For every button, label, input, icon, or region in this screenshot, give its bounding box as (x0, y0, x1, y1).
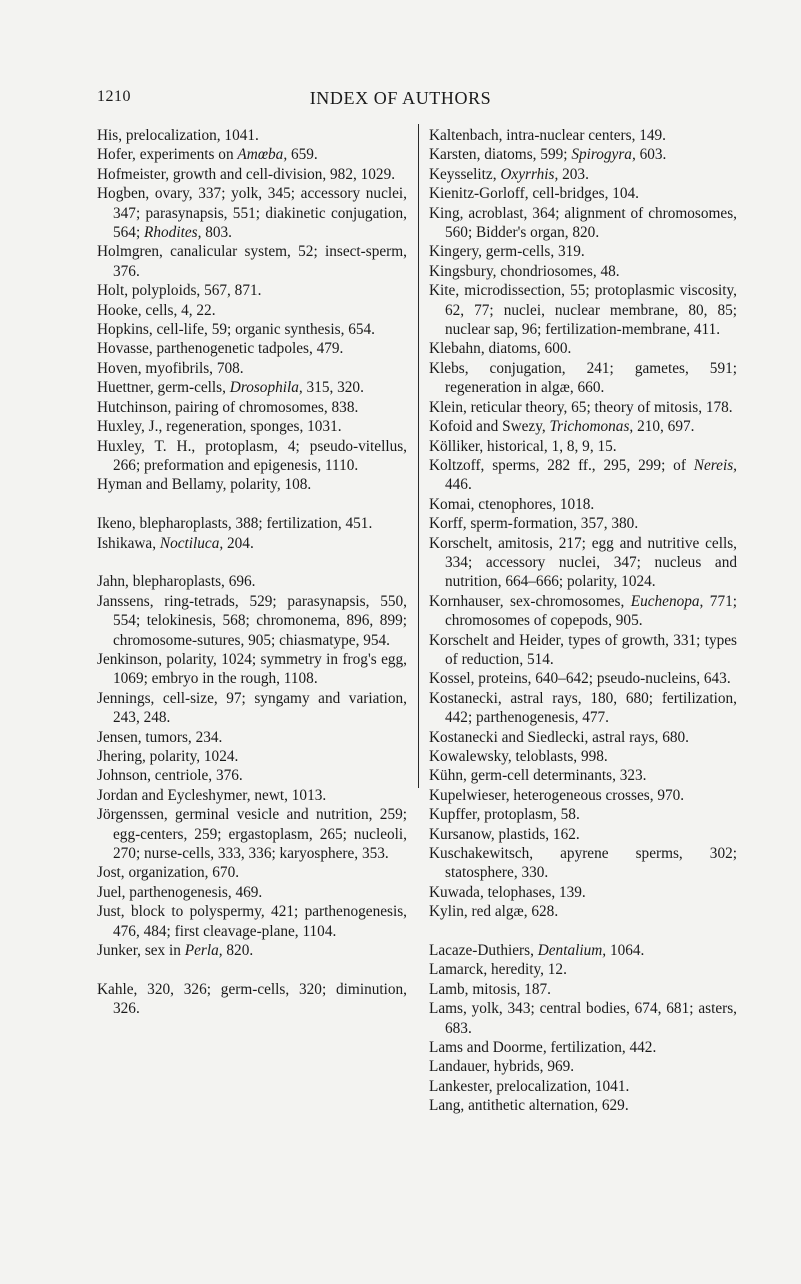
index-entry-text: Lang, antithetic alternation, 629. (429, 1097, 629, 1115)
index-entry-text: 210, 697. (633, 418, 695, 436)
index-entry (97, 281, 407, 300)
index-entry-text: Jensen, tumors, 234. (97, 728, 223, 746)
index-entry (97, 592, 407, 650)
index-entry (429, 747, 737, 766)
index-entry-text: 803. (201, 224, 232, 242)
index-entry-text: Lams, yolk, 343; central bodies, 674, 681; asters, 683. (429, 1000, 737, 1037)
index-entry (429, 1038, 737, 1057)
index-entry-text: Landauer, hybrids, 969. (429, 1058, 575, 1076)
index-entry-text: Hyman and Bellamy, polarity, 108. (97, 476, 312, 494)
index-entry (429, 417, 737, 436)
index-entry-text: Kornhauser, sex-chromosomes, (429, 592, 631, 610)
right-index-column (429, 126, 737, 1116)
index-entry (429, 281, 737, 339)
index-entry (429, 1096, 737, 1115)
index-entry (429, 728, 737, 747)
index-entry-text: Klein, reticular theory, 65; theory of mitosis, 178. (429, 398, 733, 416)
index-entry (429, 960, 737, 979)
index-entry (97, 747, 407, 766)
index-entry (429, 165, 737, 184)
index-entry-text: Klebs, conjugation, 241; gametes, 591; regeneration in algæ, 660. (429, 359, 737, 397)
index-entry (97, 359, 407, 378)
index-entry-italic-text: Euchenopa, (630, 592, 704, 610)
index-entry (97, 145, 407, 164)
index-entry-text: Jost, organization, 670. (97, 864, 240, 882)
index-entry-text: Hoven, myofibrils, 708. (97, 359, 244, 377)
index-entry (429, 456, 737, 495)
index-entry (97, 301, 407, 320)
index-entry-text: 204. (223, 534, 254, 552)
index-entry-text: Kostanecki and Siedlecki, astral rays, 680. (429, 728, 689, 746)
index-entry (429, 999, 737, 1038)
index-entry (429, 204, 737, 243)
index-entry-italic-text: Perla, (184, 942, 223, 960)
index-entry-text: Huxley, T. H., protoplasm, 4; pseudo-vitellus, 266; preformation and epigenesis, 1110. (97, 437, 407, 474)
index-entry-text: Korschelt, amitosis, 217; egg and nutritive cells, 334; accessory nuclei, 347; nucleus and nutrition, 664–666; polarity, 1024. (429, 534, 737, 591)
index-entry-text: Kofoid and Swezy, (429, 418, 550, 436)
index-entry (429, 883, 737, 902)
left-index-column (97, 126, 407, 1019)
index-entry-text: 820. (222, 942, 254, 960)
index-entry-text: Huxley, J., regeneration, sponges, 1031. (97, 418, 342, 436)
index-entry (429, 398, 737, 417)
index-entry-text: Ishikawa, (97, 534, 160, 552)
index-entry-italic-text: Rhodites, (144, 224, 202, 242)
index-entry-text: Jhering, polarity, 1024. (97, 747, 239, 765)
index-entry (429, 786, 737, 805)
index-entry (429, 339, 737, 358)
index-entry (97, 339, 407, 358)
index-entry-text: Johnson, centriole, 376. (97, 767, 243, 785)
index-entry-text: Junker, sex in (97, 942, 185, 960)
index-entry-text: Kölliker, historical, 1, 8, 9, 15. (429, 437, 617, 455)
index-entry-text: Holmgren, canalicular system, 52; insect-sperm, 376. (97, 243, 407, 280)
index-entry-italic-text: Nereis, (693, 456, 737, 474)
index-entry-text: 659. (287, 146, 318, 164)
index-entry-text: Jordan and Eycleshymer, newt, 1013. (97, 786, 327, 804)
index-entry-italic-text: Drosophila, (229, 379, 303, 397)
index-entry-text: Klebahn, diatoms, 600. (429, 340, 572, 358)
index-entry-text: Hofer, experiments on (97, 146, 238, 164)
index-entry-text: Hovasse, parthenogenetic tadpoles, 479. (97, 340, 344, 358)
index-entry-text: Kühn, germ-cell determinants, 323. (429, 767, 647, 785)
index-entry (97, 398, 407, 417)
index-entry-text: Kuwada, telophases, 139. (429, 883, 586, 901)
index-entry (429, 825, 737, 844)
index-entry (97, 126, 407, 145)
index-entry (429, 359, 737, 398)
index-entry (429, 242, 737, 261)
index-entry (429, 184, 737, 203)
index-entry-text: His, prelocalization, 1041. (97, 127, 259, 144)
index-entry (429, 631, 737, 670)
index-entry-text: Kursanow, plastids, 162. (429, 825, 580, 843)
index-entry (429, 126, 737, 145)
index-entry-text: Kingsbury, chondriosomes, 48. (429, 262, 620, 280)
index-entry (97, 378, 407, 397)
index-entry (429, 941, 737, 960)
index-entry-text: 203. (558, 165, 589, 183)
index-entry (97, 437, 407, 476)
index-entry-text: Huettner, germ-cells, (97, 379, 230, 397)
index-entry (97, 320, 407, 339)
index-entry-text: 771; chromosomes of copepods, 905. (445, 592, 737, 630)
index-entry-text: Lams and Doorme, fertilization, 442. (429, 1039, 657, 1057)
index-entry (97, 941, 407, 960)
index-entry (429, 844, 737, 883)
index-entry-text: Kostanecki, astral rays, 180, 680; fertilization, 442; parthenogenesis, 477. (429, 689, 737, 727)
index-entry (97, 184, 407, 242)
index-entry (97, 863, 407, 882)
index-entry (429, 669, 737, 688)
running-head: INDEX OF AUTHORS (309, 88, 492, 108)
index-entry-text: Ikeno, blepharoplasts, 388; fertilization, 451. (97, 515, 373, 533)
index-entry-italic-text: Dentalium, (537, 942, 607, 960)
index-entry-text: 603. (635, 146, 667, 164)
index-entry (97, 902, 407, 941)
index-entry (97, 514, 407, 533)
index-entry (429, 980, 737, 999)
index-entry (429, 1077, 737, 1096)
index-entry-text: Kienitz-Gorloff, cell-bridges, 104. (429, 185, 639, 203)
page-number: 1210 (97, 88, 131, 105)
index-entry-text: Kahle, 320, 326; germ-cells, 320; diminution, 326. (97, 980, 407, 1018)
index-entry-text: Kupelwieser, heterogeneous crosses, 970. (429, 786, 685, 804)
index-entry-text: Holt, polyploids, 567, 871. (97, 282, 262, 300)
index-entry (97, 475, 407, 494)
index-entry (97, 728, 407, 747)
index-entry-text: Hopkins, cell-life, 59; organic synthesis, 654. (97, 321, 375, 339)
index-entry-text: Lankester, prelocalization, 1041. (429, 1077, 630, 1095)
index-entry-text: 446. (445, 476, 472, 494)
index-entry-text: 315, 320. (302, 379, 364, 397)
index-entry-text: Komai, ctenophores, 1018. (429, 495, 595, 513)
index-entry-text: Jenkinson, polarity, 1024; symmetry in frog's egg, 1069; embryo in the rough, 1108. (97, 650, 407, 688)
index-entry-text: Jennings, cell-size, 97; syngamy and variation, 243, 248. (97, 689, 407, 727)
index-entry (429, 902, 737, 921)
index-entry-text: Keysselitz, (429, 165, 501, 183)
index-entry (97, 165, 407, 184)
index-entry-text: Kylin, red algæ, 628. (429, 903, 559, 921)
index-entry-text: Lacaze-Duthiers, (429, 942, 538, 960)
index-entry (429, 689, 737, 728)
index-entry-italic-text: Amœba, (237, 146, 288, 164)
index-entry (429, 437, 737, 456)
index-entry (429, 592, 737, 631)
index-entry-text: Jahn, blepharoplasts, 696. (97, 573, 256, 591)
index-entry (97, 766, 407, 785)
index-entry-text: Lamb, mitosis, 187. (429, 980, 551, 998)
index-entry (429, 766, 737, 785)
index-entry (429, 145, 737, 164)
index-entry-text: Kowalewsky, teloblasts, 998. (429, 748, 608, 765)
index-entry-text: Just, block to polyspermy, 421; parthenogenesis, 476, 484; first cleavage-plane, 1104. (97, 903, 407, 940)
index-entry (429, 1057, 737, 1076)
index-entry-text: Kupffer, protoplasm, 58. (429, 806, 580, 824)
index-entry-text: 1064. (606, 942, 645, 960)
index-entry-text: Hogben, ovary, 337; yolk, 345; accessory nuclei, 347; parasynapsis, 551; diakinetic conjugation, 564; (97, 185, 407, 242)
index-entry-text: Kossel, proteins, 640–642; pseudo-nucleins, 643. (429, 670, 731, 688)
index-entry-italic-text: Oxyrrhis, (500, 165, 559, 183)
index-entry-text: Janssens, ring-tetrads, 529; parasynapsis, 550, 554; telokinesis, 568; chromonema, 896, 899; chromosome-sutures, 905; chiasmatype, 954. (97, 592, 407, 649)
index-entry-text: Kingery, germ-cells, 319. (429, 243, 585, 261)
index-entry-text: Kaltenbach, intra-nuclear centers, 149. (429, 127, 666, 144)
index-entry (429, 495, 737, 514)
index-entry (97, 805, 407, 863)
index-entry-italic-text: Spirogyra, (571, 146, 636, 164)
index-entry (429, 262, 737, 281)
index-entry-text: King, acroblast, 364; alignment of chromosomes, 560; Bidder's organ, 820. (429, 204, 737, 242)
index-entry (429, 514, 737, 533)
index-entry-text: Lamarck, heredity, 12. (429, 961, 567, 979)
index-entry-text: Korschelt and Heider, types of growth, 331; types of reduction, 514. (429, 631, 737, 668)
index-entry (97, 980, 407, 1019)
index-entry-italic-text: Trichomonas, (549, 418, 634, 436)
index-entry (97, 572, 407, 591)
index-entry-text: Kuschakewitsch, apyrene sperms, 302; statosphere, 330. (429, 845, 737, 882)
index-entry (97, 650, 407, 689)
index-entry-text: Hofmeister, growth and cell-division, 982, 1029. (97, 165, 396, 183)
index-entry-text: Hutchinson, pairing of chromosomes, 838. (97, 398, 359, 416)
column-divider (418, 124, 419, 788)
index-entry-text: Koltzoff, sperms, 282 ff., 295, 299; of (429, 456, 694, 474)
index-entry-text: Juel, parthenogenesis, 469. (97, 883, 263, 901)
index-entry (97, 786, 407, 805)
index-entry-text: Hooke, cells, 4, 22. (97, 301, 216, 319)
index-entry-text: Kite, microdissection, 55; protoplasmic viscosity, 62, 77; nuclei, nuclear membrane, 80, 85; nuclear sap, 96; fertilization-membrane, 411. (429, 282, 737, 339)
index-entry-text: Korff, sperm-formation, 357, 380. (429, 515, 639, 533)
index-entry (97, 883, 407, 902)
index-entry (429, 534, 737, 592)
index-entry (97, 417, 407, 436)
index-entry-text: Jörgenssen, germinal vesicle and nutrition, 259; egg-centers, 259; ergastoplasm, 265; nucleoli, 270; nurse-cells, 333, 336; karyosphere, 353. (97, 806, 407, 862)
index-entry-text: Karsten, diatoms, 599; (429, 146, 572, 164)
index-entry-italic-text: Noctiluca, (159, 534, 224, 552)
index-entry (429, 805, 737, 824)
index-entry (97, 689, 407, 728)
index-entry (97, 242, 407, 281)
index-entry (97, 534, 407, 553)
